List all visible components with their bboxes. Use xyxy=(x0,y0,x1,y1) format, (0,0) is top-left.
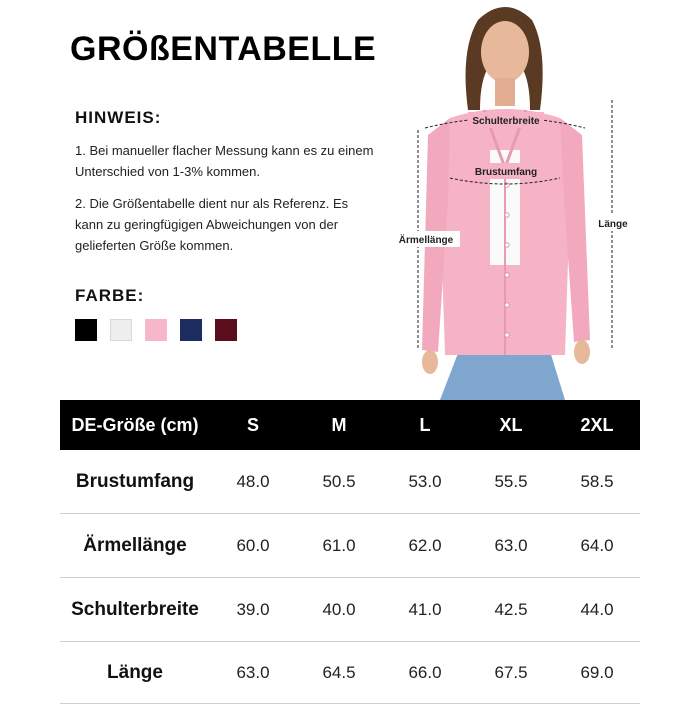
model-button xyxy=(505,273,509,277)
model-left-hand xyxy=(422,350,438,374)
table-cell: 41.0 xyxy=(382,578,468,642)
table-row xyxy=(60,450,640,514)
size-table-header xyxy=(60,400,640,450)
model-button xyxy=(505,243,509,247)
model-illustration xyxy=(380,0,650,400)
color-swatch-white[interactable] xyxy=(110,319,132,341)
table-cell: 39.0 xyxy=(210,578,296,642)
table-cell: 64.5 xyxy=(296,642,382,704)
table-cell: 60.0 xyxy=(210,514,296,578)
table-cell: 63.0 xyxy=(468,514,554,578)
row-label-brustumfang: Brustumfang xyxy=(60,450,210,514)
table-cell: 61.0 xyxy=(296,514,382,578)
table-row xyxy=(60,514,640,578)
row-label-schulterbreite: Schulterbreite xyxy=(60,578,210,642)
table-cell: 58.5 xyxy=(554,450,640,514)
page-title: GRÖßENTABELLE xyxy=(70,30,377,68)
table-cell: 63.0 xyxy=(210,642,296,704)
table-cell: 50.5 xyxy=(296,450,382,514)
size-table xyxy=(60,400,640,704)
size-header-2xl: 2XL xyxy=(554,400,640,450)
color-swatch-black[interactable] xyxy=(75,319,97,341)
table-cell: 44.0 xyxy=(554,578,640,642)
table-cell: 40.0 xyxy=(296,578,382,642)
table-cell: 69.0 xyxy=(554,642,640,704)
row-label-laenge: Länge xyxy=(60,642,210,704)
color-swatch-pink[interactable] xyxy=(145,319,167,341)
size-header-m: M xyxy=(296,400,382,450)
table-row xyxy=(60,578,640,642)
color-swatch-navy[interactable] xyxy=(180,319,202,341)
table-cell: 64.0 xyxy=(554,514,640,578)
model-button xyxy=(505,183,509,187)
table-row xyxy=(60,642,640,704)
model-neck xyxy=(495,78,515,106)
model-button xyxy=(505,333,509,337)
model-face xyxy=(481,21,529,83)
size-header-xl: XL xyxy=(468,400,554,450)
model-button xyxy=(505,213,509,217)
model-right-hand xyxy=(574,340,590,364)
row-label-aermellaenge: Ärmellänge xyxy=(60,514,210,578)
hinweis-heading: HINWEIS: xyxy=(75,108,162,127)
size-header-label: DE-Größe (cm) xyxy=(60,400,210,450)
table-cell: 42.5 xyxy=(468,578,554,642)
farbe-heading: FARBE: xyxy=(75,286,145,305)
table-cell: 55.5 xyxy=(468,450,554,514)
table-cell: 53.0 xyxy=(382,450,468,514)
model-button xyxy=(505,303,509,307)
hinweis-note-2: 2. Die Größentabelle dient nur als Referenz. Es kann zu geringfügigen Abweichungen von der gelieferten Größe kommen. xyxy=(75,196,349,253)
size-header-l: L xyxy=(382,400,468,450)
aermellaenge-label: Ärmellänge xyxy=(398,235,454,246)
laenge-label: Länge xyxy=(598,219,628,230)
color-swatch-burgundy[interactable] xyxy=(215,319,237,341)
table-cell: 62.0 xyxy=(382,514,468,578)
table-cell: 67.5 xyxy=(468,642,554,704)
schulterbreite-label: Schulterbreite xyxy=(472,116,540,127)
color-swatches xyxy=(75,319,237,341)
table-cell: 66.0 xyxy=(382,642,468,704)
hinweis-note-1: 1. Bei manueller flacher Messung kann es zu einem Unterschied von 1-3% kommen. xyxy=(75,143,374,179)
table-cell: 48.0 xyxy=(210,450,296,514)
size-header-s: S xyxy=(210,400,296,450)
brustumfang-label: Brustumfang xyxy=(474,167,538,178)
